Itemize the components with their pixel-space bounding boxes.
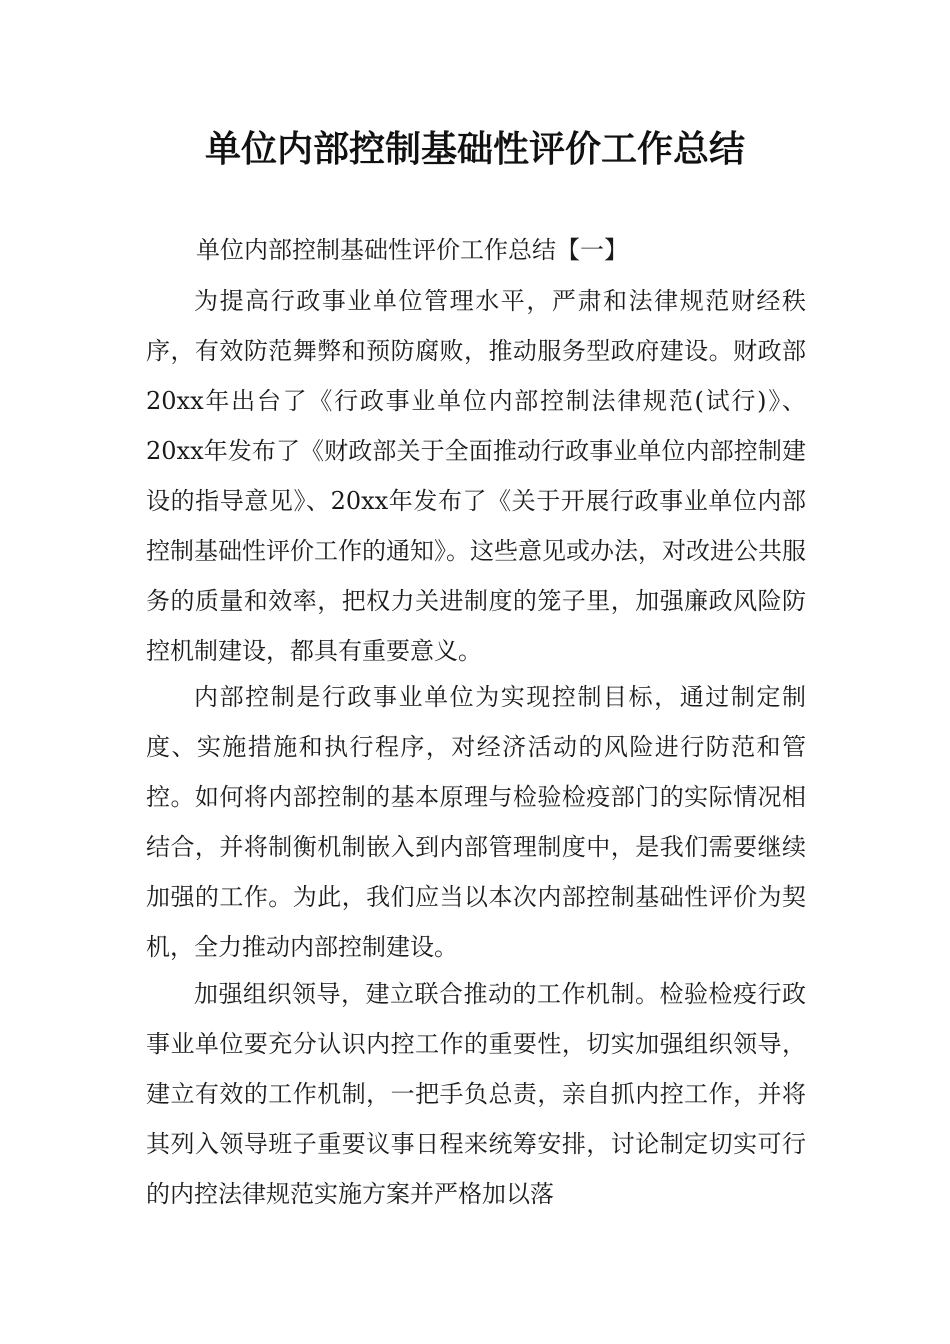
paragraph: 内部控制是行政事业单位为实现控制目标，通过制定制度、实施措施和执行程序，对经济活动的风险进行防范和管控。如何将内部控制的基本原理与检验检疫部门的实际情况相结合，并将制衡机制嵌入到内部管理制度中，是我们需要继续加强的工作。为此，我们应当以本次内部控制基础性评价为契机，全力推动内部控制建设。 <box>146 683 806 961</box>
paragraph: 为提高行政事业单位管理水平，严肃和法律规范财经秩序，有效防范舞弊和预防腐败，推动服务型政府建设。财政部20xx年出台了《行政事业单位内部控制法律规范(试行)》、20xx年发布了《财政部关于全面推动行政事业单位内部控制建设的指导意见》、20xx年发布了《关于开展行政事业单位内部控制基础性评价工作的通知》。这些意见或办法，对改进公共服务的质量和效率，把权力关进制度的笼子里，加强廉政风险防控机制建设，都具有重要意义。 <box>146 287 806 665</box>
paragraph-3-block <box>146 969 806 1219</box>
section-heading: 单位内部控制基础性评价工作总结【一】 <box>196 236 628 264</box>
document-title: 单位内部控制基础性评价工作总结 <box>204 129 745 170</box>
paragraph-2-block <box>146 672 806 972</box>
paragraph: 加强组织领导，建立联合推动的工作机制。检验检疫行政事业单位要充分认识内控工作的重要性，切实加强组织领导，建立有效的工作机制，一把手负总责，亲自抓内控工作，并将其列入领导班子重要议事日程来统筹安排，讨论制定切实可行的内控法律规范实施方案并严格加以落 <box>146 980 806 1208</box>
paragraph-1-block <box>146 276 806 676</box>
